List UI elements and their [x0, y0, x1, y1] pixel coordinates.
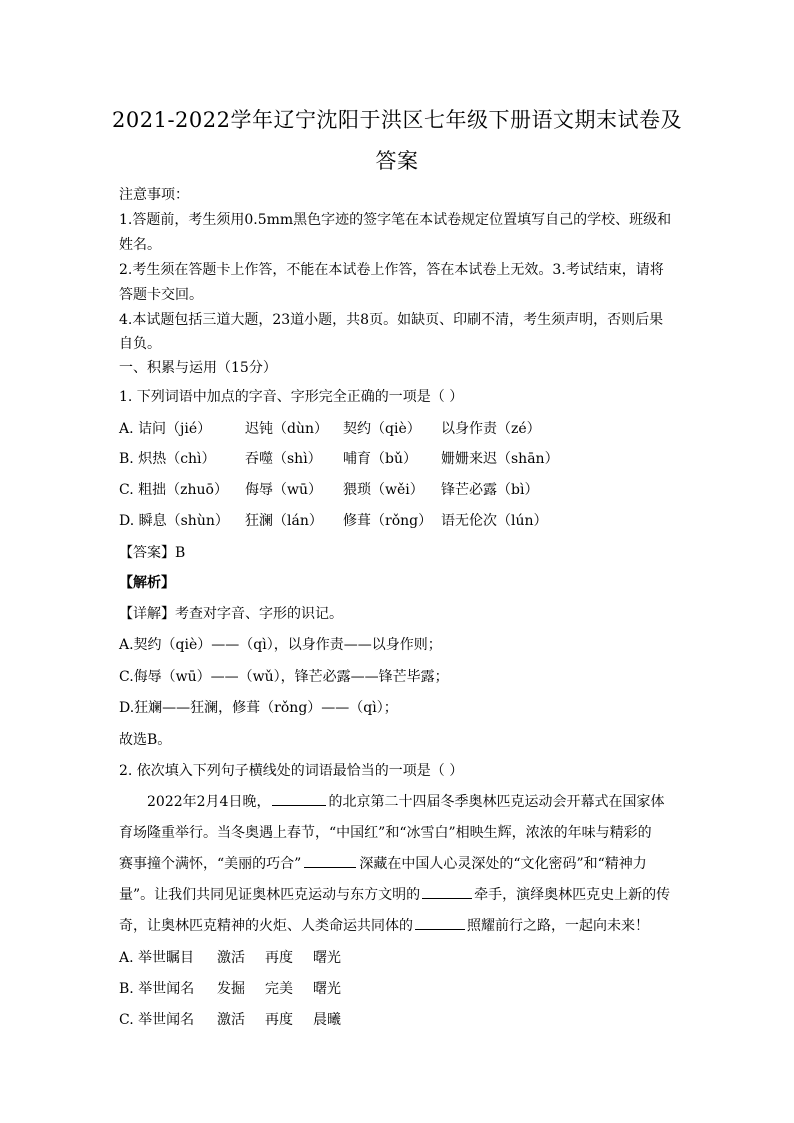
option-cell: 晨曦 [313, 1012, 341, 1028]
notice-item-1: 1.答题前，考生须用0.5mm黑色字迹的签字笔在本试卷规定位置填写自己的学校、班级和 [119, 212, 672, 228]
question-2-stem: 2. 依次填入下列句子横线处的词语最恰当的一项是（ ） [119, 763, 464, 779]
q2-passage-line-2: 育场隆重举行。当冬奥遇上春节，“中国红”和“冰雪白”相映生辉，浓浓的年味与精彩的 [119, 825, 652, 841]
q1-analysis-label: 【解析】 [119, 575, 175, 591]
q1-option-c [119, 479, 538, 499]
fill-blank-4 [415, 917, 465, 930]
option-cell: 发掘 [217, 981, 245, 997]
option-cell: 吞噬（shì） [245, 451, 322, 467]
q1-analysis-c: C.侮辱（wū）——（wǔ），锋芒必露——锋芒毕露； [119, 669, 449, 685]
option-cell: 再度 [265, 1012, 293, 1028]
q1-answer: 【答案】B [119, 545, 186, 561]
option-cell: 狂澜（lán） [245, 513, 323, 529]
q2-option-a [119, 947, 341, 967]
notice-heading: 注意事项： [119, 187, 189, 203]
page-title-line-2: 答案 [375, 149, 419, 173]
q1-conclusion: 故选B。 [119, 732, 172, 748]
q2-option-b [119, 978, 341, 998]
option-cell: C. 举世闻名 [119, 1012, 195, 1028]
notice-item-4-cont: 自负。 [119, 336, 161, 352]
option-cell: 完美 [265, 981, 293, 997]
passage-text: 的北京第二十四届冬季奥林匹克运动会开幕式在国家体 [328, 794, 665, 810]
option-cell: B. 举世闻名 [119, 981, 195, 997]
q1-detail: 【详解】考查对字音、字形的识记。 [119, 606, 343, 622]
q2-passage-line-3 [119, 853, 647, 873]
question-1-stem: 1. 下列词语中加点的字音、字形完全正确的一项是（ ） [119, 389, 464, 405]
option-cell: 激活 [217, 1012, 245, 1028]
q2-option-c [119, 1009, 341, 1029]
passage-text: 照耀前行之路，一起向未来！ [467, 918, 649, 934]
option-cell: 姗姗来迟（shān） [441, 451, 559, 467]
fill-blank-1 [272, 793, 326, 806]
fill-blank-3 [422, 886, 472, 899]
option-cell: B. 炽热（chì） [119, 451, 216, 467]
passage-text: 量”。让我们共同见证奥林匹克运动与东方文明的 [119, 887, 421, 903]
option-cell: A. 诘问（jié） [119, 421, 212, 437]
page-title-line-1: 2021-2022学年辽宁沈阳于洪区七年级下册语文期末试卷及 [112, 108, 682, 132]
passage-text: 牵手，演绎奥林匹克史上新的传 [474, 887, 671, 903]
section-heading: 一、积累与运用（15分） [119, 360, 277, 376]
option-cell: 侮辱（wū） [245, 482, 322, 498]
notice-item-4: 4.本试题包括三道大题，23道小题，共8页。如缺页、印刷不清，考生须声明，否则后果 [119, 312, 664, 328]
notice-item-2: 2.考生须在答题卡上作答，不能在本试卷上作答，答在本试卷上无效。3.考试结束，请将 [119, 262, 664, 278]
option-cell: 契约（qiè） [343, 421, 421, 437]
fill-blank-2 [304, 855, 356, 868]
option-cell: 修葺（rǒng） [343, 513, 433, 529]
q2-passage-line-5 [119, 915, 649, 935]
option-cell: 曙光 [313, 950, 341, 966]
notice-item-2-cont: 答题卡交回。 [119, 287, 203, 303]
passage-text: 赛事撞个满怀，“美丽的巧合” [119, 856, 302, 872]
q1-option-d [119, 510, 548, 530]
q2-passage-line-4 [119, 884, 670, 904]
passage-text: 深藏在中国人心灵深处的“文化密码”和“精神力 [359, 856, 647, 872]
passage-text: 奇，让奥林匹克精神的火炬、人类命运共同体的 [119, 918, 413, 934]
option-cell: 哺育（bǔ） [343, 451, 417, 467]
option-cell: 迟钝（dùn） [245, 421, 328, 437]
option-cell: 锋芒必露（bì） [441, 482, 539, 498]
notice-item-1-cont: 姓名。 [119, 237, 161, 253]
option-cell: 再度 [265, 950, 293, 966]
q1-analysis-d: D.狂斓——狂澜，修葺（rǒng）——（qì）； [119, 700, 398, 716]
q2-passage-line-1 [147, 791, 664, 811]
passage-text: 2022年2月4日晚， [147, 794, 271, 810]
q1-analysis-a: A.契约（qiè）——（qì），以身作责——以身作则； [119, 637, 442, 653]
option-cell: 猥琐（wěi） [343, 482, 424, 498]
option-cell: 以身作责（zé） [441, 421, 541, 437]
q1-option-b [119, 448, 559, 468]
q1-option-a [119, 418, 541, 438]
option-cell: D. 瞬息（shùn） [119, 513, 229, 529]
option-cell: 曙光 [313, 981, 341, 997]
option-cell: C. 粗拙（zhuō） [119, 482, 228, 498]
option-cell: 语无伦次（lún） [441, 513, 548, 529]
option-cell: 激活 [217, 950, 245, 966]
option-cell: A. 举世瞩目 [119, 950, 195, 966]
